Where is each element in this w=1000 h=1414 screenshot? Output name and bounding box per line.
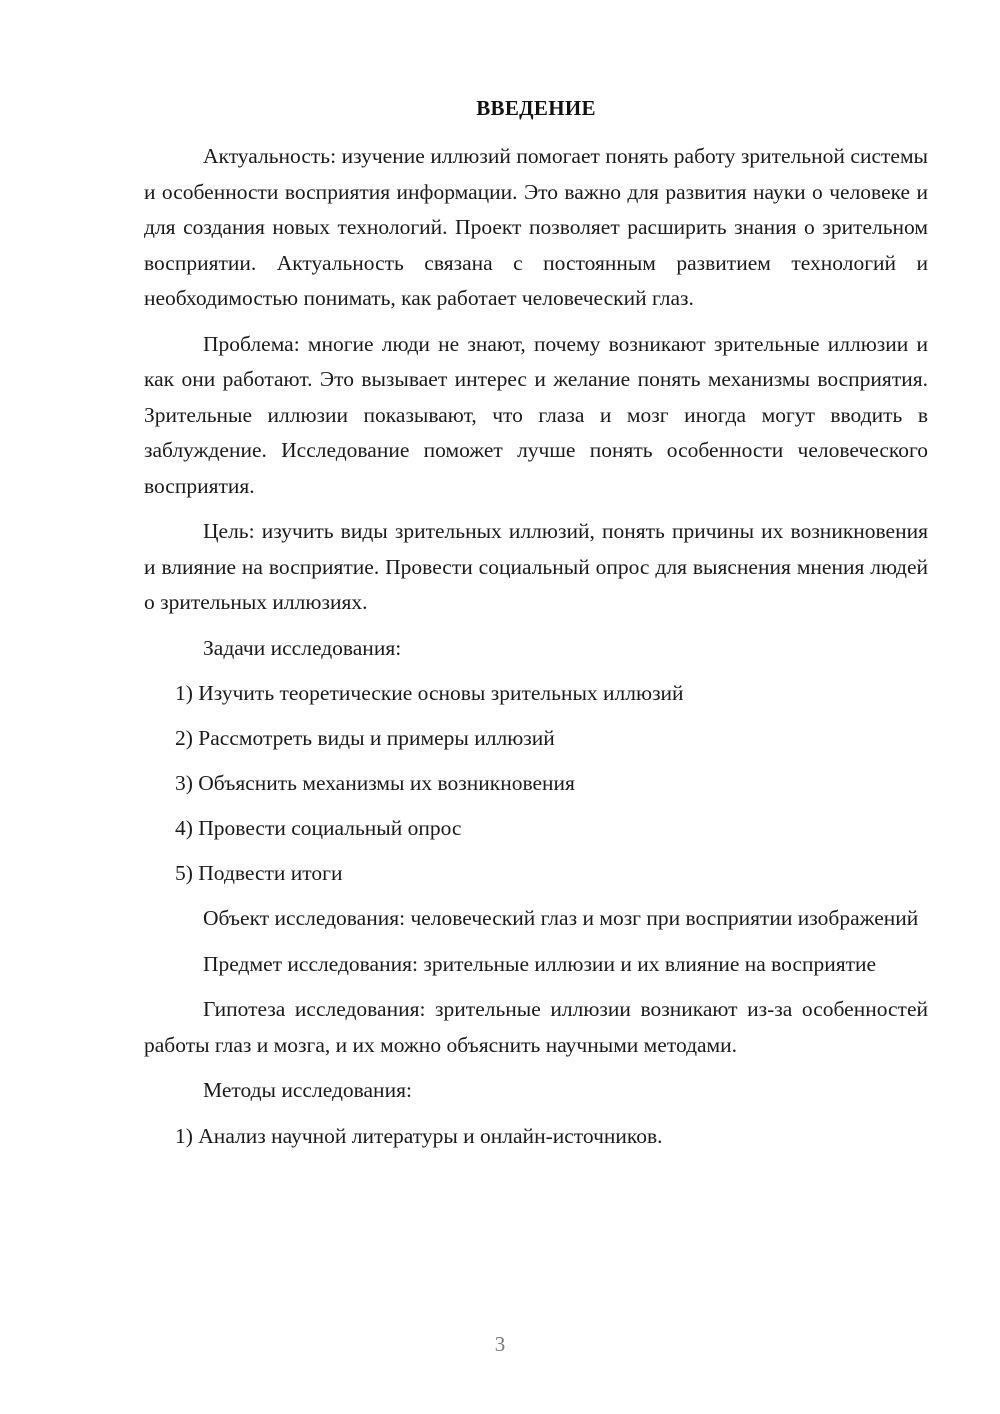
- relevance-paragraph: Актуальность: изучение иллюзий помогает понять работу зрительной системы и особенности восприятия информации. Это важно для развития науки о человеке и для создания новых технологий. Проект позволяет расширить знания о зрительном восприятии. Актуальность связана с постоянным развитием технологий и необходимостью понимать, как работает человеческий глаз.: [144, 144, 928, 310]
- methods-heading: Методы исследования:: [203, 1078, 412, 1102]
- list-item: 5) Подвести итоги: [175, 861, 343, 885]
- goal-paragraph: Цель: изучить виды зрительных иллюзий, понять причины их возникновения и влияние на восприятие. Провести социальный опрос для выяснения мнения людей о зрительных иллюзиях.: [144, 519, 928, 614]
- tasks-heading: Задачи исследования:: [203, 635, 402, 660]
- methods-list: [144, 1119, 928, 1154]
- list-item: 1) Изучить теоретические основы зрительных иллюзий: [175, 681, 684, 705]
- list-item: 4) Провести социальный опрос: [175, 816, 462, 840]
- page-title: ВВЕДЕНИЕ: [476, 96, 596, 120]
- list-item: 2) Рассмотреть виды и примеры иллюзий: [175, 726, 555, 750]
- subject-paragraph: Предмет исследования: зрительные иллюзии и их влияние на восприятие: [203, 951, 877, 976]
- list-item: 1) Анализ научной литературы и онлайн-источников.: [175, 1123, 663, 1148]
- page-number: 3: [494, 1332, 506, 1356]
- tasks-list: [144, 676, 928, 891]
- problem-paragraph: Проблема: многие люди не знают, почему возникают зрительные иллюзии и как они работают. Это вызывает интерес и желание понять механизмы восприятия. Зрительные иллюзии показывают, что глаза и мозг иногда могут вводить в заблуждение. Исследование поможет лучше понять особенности человеческого восприятия.: [144, 331, 928, 498]
- list-item: 3) Объяснить механизмы их возникновения: [175, 771, 575, 795]
- hypothesis-paragraph: Гипотеза исследования: зрительные иллюзии возникают из-за особенностей работы глаз и мозга, и их можно объяснить научными методами.: [144, 997, 928, 1057]
- object-paragraph: Объект исследования: человеческий глаз и мозг при восприятии изображений: [203, 906, 919, 930]
